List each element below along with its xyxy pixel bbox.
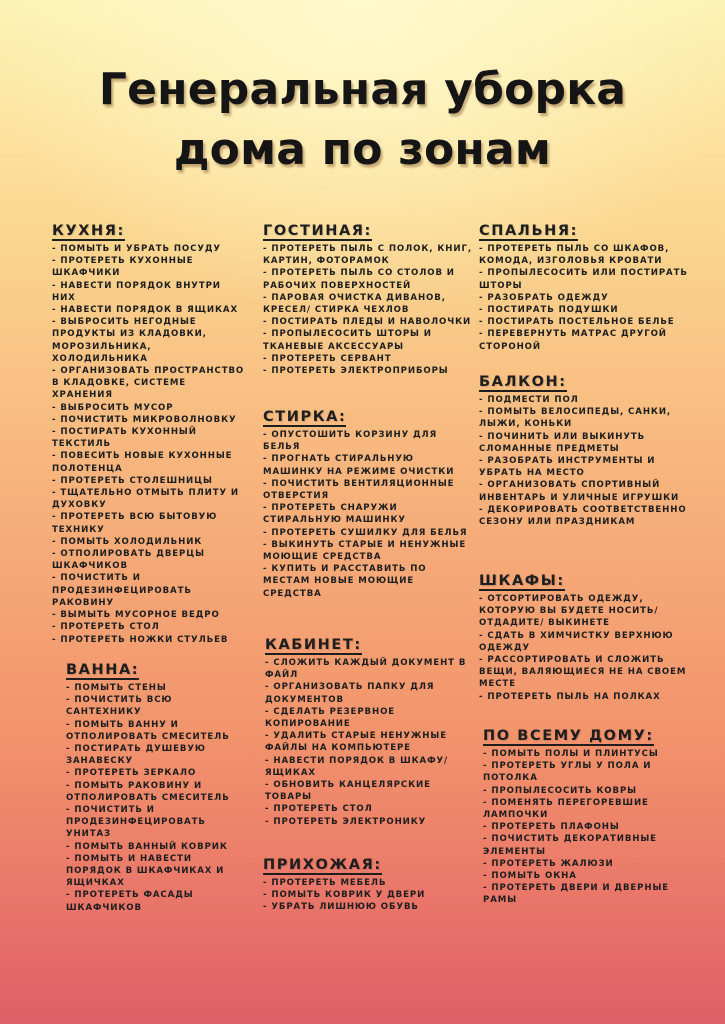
- task-list: [66, 682, 246, 914]
- task-item: - ПРОТЕРЕТЬ ПЫЛЬ СО ШКАФОВ, КОМОДА, ИЗГОЛОВЬЯ КРОВАТИ: [479, 244, 670, 267]
- task-item: - ПРОГНАТЬ СТИРАЛЬНУЮ МАШИНКУ НА РЕЖИМЕ ОЧИСТКИ: [263, 454, 455, 477]
- task-item: - ПОМЫТЬ ХОЛОДИЛЬНИК: [52, 536, 203, 547]
- task-item: - РАССОРТИРОВАТЬ И СЛОЖИТЬ ВЕЩИ, ВАЛЯЮЩИЕСЯ НЕ НА СВОЕМ МЕСТЕ: [479, 655, 687, 690]
- task-item: - УДАЛИТЬ СТАРЫЕ НЕНУЖНЫЕ ФАЙЛЫ НА КОМПЬЮТЕРЕ: [265, 731, 447, 754]
- task-item: - СДЕЛАТЬ РЕЗЕРВНОЕ КОПИРОВАНИЕ: [265, 706, 396, 730]
- task-item: - ОРГАНИЗОВАТЬ ПАПКУ ДЛЯ ДОКУМЕНТОВ: [265, 682, 435, 705]
- section-balcony: [479, 373, 693, 528]
- task-list: [263, 429, 473, 600]
- task-list: [479, 593, 693, 703]
- task-item: - ПРОТЕРЕТЬ ДВЕРИ И ДВЕРНЫЕ РАМЫ: [483, 883, 670, 906]
- task-item: - ПОМЫТЬ РАКОВИНУ И ОТПОЛИРОВАТЬ СМЕСИТЕЛЬ: [66, 780, 230, 803]
- task-item: - ДЕКОРИРОВАТЬ СООТВЕТСТВЕННО СЕЗОНУ ИЛИ ПРАЗДНИКАМ: [479, 504, 687, 528]
- task-list: [263, 243, 473, 377]
- task-item: - СДАТЬ В ХИМЧИСТКУ ВЕРХНЮЮ ОДЕЖДУ: [479, 630, 674, 653]
- section-hallway: [263, 856, 473, 914]
- task-item: - ПРОТЕРЕТЬ ПЫЛЬ СО СТОЛОВ И РАБОЧИХ ПОВЕРХНОСТЕЙ: [263, 268, 455, 291]
- task-item: - ПРОТЕРЕТЬ МЕБЕЛЬ: [263, 878, 387, 888]
- task-item: - ПРОПЫЛЕСОСИТЬ ИЛИ ПОСТИРАТЬ ШТОРЫ: [479, 268, 688, 291]
- task-item: - ОБНОВИТЬ КАНЦЕЛЯРСКИЕ ТОВАРЫ: [265, 780, 431, 803]
- section-heading: КУХНЯ:: [52, 223, 125, 239]
- task-item: - ПОМЫТЬ ВЕЛОСИПЕДЫ, САНКИ, ЛЫЖИ, КОНЬКИ: [479, 407, 672, 430]
- section-heading: КАБИНЕТ:: [265, 637, 362, 653]
- task-item: - ПРОТЕРЕТЬ ПЛАФОНЫ: [483, 822, 620, 833]
- task-item: - ПРОТЕРЕТЬ СНАРУЖИ СТИРАЛЬНУЮ МАШИНКУ: [263, 503, 406, 526]
- task-item: - ПРОТЕРЕТЬ ЖАЛЮЗИ: [483, 858, 614, 869]
- task-item: - ВЫБРОСИТЬ МУСОР: [52, 402, 174, 413]
- section-wardrobes: [479, 572, 693, 703]
- task-item: - ПРОПЫЛЕСОСИТЬ КОВРЫ: [483, 785, 637, 796]
- task-item: - ПОМЫТЬ ВАННЫЙ КОВРИК: [66, 841, 228, 852]
- task-item: - ПОСТИРАТЬ КУХОННЫЙ ТЕКСТИЛЬ: [52, 427, 197, 450]
- task-item: - ПРОТЕРЕТЬ СТОЛЕШНИЦЫ: [52, 475, 213, 486]
- task-item: - ПОМЕНЯТЬ ПЕРЕГОРЕВШИЕ ЛАМПОЧКИ: [483, 797, 649, 821]
- task-item: - ПЕРЕВЕРНУТЬ МАТРАС ДРУГОЙ СТОРОНОЙ: [479, 329, 667, 352]
- section-heading: ВАННА:: [66, 662, 140, 678]
- task-item: - ПОМЫТЬ СТЕНЫ: [66, 683, 167, 693]
- section-living-room: [263, 222, 473, 377]
- task-item: - ВЫМЫТЬ МУСОРНОЕ ВЕДРО: [52, 610, 220, 621]
- task-item: - ВЫБРОСИТЬ НЕГОДНЫЕ ПРОДУКТЫ ИЗ КЛАДОВКИ, МОРОЗИЛЬНИКА, ХОЛОДИЛЬНИКА: [52, 317, 207, 364]
- task-item: - ПРОТЕРЕТЬ НОЖКИ СТУЛЬЕВ: [52, 634, 229, 645]
- task-item: - ПОЧИСТИТЬ МИКРОВОЛНОВКУ: [52, 414, 237, 425]
- task-item: - ПРОТЕРЕТЬ СТОЛ: [265, 804, 373, 815]
- task-item: - ТЩАТЕЛЬНО ОТМЫТЬ ПЛИТУ И ДУХОВКУ: [52, 488, 239, 511]
- task-item: - ПОСТИРАТЬ ПОСТЕЛЬНОЕ БЕЛЬЕ: [479, 317, 675, 328]
- task-item: - ПОМЫТЬ И УБРАТЬ ПОСУДУ: [52, 244, 221, 254]
- task-item: - ПРОПЫЛЕСОСИТЬ ШТОРЫ И ТКАНЕВЫЕ АКСЕССУАРЫ: [263, 329, 432, 352]
- task-item: - ОРГАНИЗОВАТЬ СПОРТИВНЫЙ ИНВЕНТАРЬ И УЛИЧНЫЕ ИГРУШКИ: [479, 480, 680, 503]
- task-item: - ПРОТЕРЕТЬ ПЫЛЬ НА ПОЛКАХ: [479, 691, 661, 702]
- task-list: [52, 243, 248, 646]
- task-item: - ПОМЫТЬ ОКНА: [483, 871, 577, 882]
- task-item: - ПОДМЕСТИ ПОЛ: [479, 395, 579, 405]
- task-item: - ПОСТИРАТЬ ДУШЕВУЮ ЗАНАВЕСКУ: [66, 744, 206, 767]
- task-item: - ОТСОРТИРОВАТЬ ОДЕЖДУ, КОТОРУЮ ВЫ БУДЕТЕ НОСИТЬ/ ОТДАДИТЕ/ ВЫКИНЕТЕ: [479, 594, 659, 629]
- task-item: - ПРОТЕРЕТЬ ЭЛЕКТРОНИКУ: [265, 816, 427, 827]
- task-item: - ПОМЫТЬ И НАВЕСТИ ПОРЯДОК В ШКАФЧИКАХ И ЯЩИЧКАХ: [66, 853, 225, 889]
- task-item: - ПРОТЕРЕТЬ ФАСАДЫ ШКАФЧИКОВ: [66, 890, 194, 913]
- task-item: - ПРОТЕРЕТЬ ПЫЛЬ С ПОЛОК, КНИГ, КАРТИН, ФОТОРАМОК: [263, 244, 473, 267]
- task-item: - ПОЧИСТИТЬ ВЕНТИЛЯЦИОННЫЕ ОТВЕРСТИЯ: [263, 478, 455, 502]
- task-item: - УБРАТЬ ЛИШНЮЮ ОБУВЬ: [263, 902, 419, 913]
- task-item: - РАЗОБРАТЬ ИНСТРУМЕНТЫ И УБРАТЬ НА МЕСТО: [479, 456, 656, 479]
- task-list: [479, 243, 693, 353]
- task-item: - ПОМЫТЬ КОВРИК У ДВЕРИ: [263, 890, 426, 901]
- task-item: - ПОЧИСТИТЬ ДЕКОРАТИВНЫЕ ЭЛЕМЕНТЫ: [483, 834, 657, 857]
- task-item: - НАВЕСТИ ПОРЯДОК ВНУТРИ НИХ: [52, 280, 221, 303]
- page-title-line-1: Генеральная уборка: [98, 64, 627, 115]
- task-item: - ПОСТИРАТЬ ПОДУШКИ: [479, 305, 619, 316]
- task-item: - ПОМЫТЬ ВАННУ И ОТПОЛИРОВАТЬ СМЕСИТЕЛЬ: [66, 719, 230, 742]
- task-item: - СЛОЖИТЬ КАЖДЫЙ ДОКУМЕНТ В ФАЙЛ: [265, 658, 467, 681]
- task-item: - НАВЕСТИ ПОРЯДОК В ЯЩИКАХ: [52, 305, 239, 316]
- section-bedroom: [479, 222, 693, 353]
- section-office: [265, 636, 471, 828]
- task-item: - ПОСТИРАТЬ ПЛЕДЫ И НАВОЛОЧКИ: [263, 317, 472, 328]
- task-item: - ПРОТЕРЕТЬ КУХОННЫЕ ШКАФЧИКИ: [52, 256, 194, 279]
- task-item: - ПОМЫТЬ ПОЛЫ И ПЛИНТУСЫ: [483, 749, 659, 759]
- task-item: - ВЫКИНУТЬ СТАРЫЕ И НЕНУЖНЫЕ МОЮЩИЕ СРЕДСТВА: [263, 539, 467, 563]
- task-item: - НАВЕСТИ ПОРЯДОК В ШКАФУ/ ЯЩИКАХ: [265, 755, 449, 778]
- task-item: - ПОЧИНИТЬ ИЛИ ВЫКИНУТЬ СЛОМАННЫЕ ПРЕДМЕТЫ: [479, 431, 646, 454]
- task-item: - ПРОТЕРЕТЬ ВСЮ БЫТОВУЮ ТЕХНИКУ: [52, 512, 218, 535]
- task-item: - ПОЧИСТИТЬ ВСЮ САНТЕХНИКУ: [66, 695, 173, 718]
- task-list: [479, 394, 693, 528]
- page-title-line-2: дома по зонам: [173, 124, 552, 175]
- task-item: - ОПУСТОШИТЬ КОРЗИНУ ДЛЯ БЕЛЬЯ: [263, 430, 438, 453]
- task-item: - ОТПОЛИРОВАТЬ ДВЕРЦЫ ШКАФЧИКОВ: [52, 549, 205, 572]
- task-item: - ПАРОВАЯ ОЧИСТКА ДИВАНОВ, КРЕСЕЛ/ СТИРКА ЧЕХЛОВ: [263, 292, 446, 316]
- task-item: - ПРОТЕРЕТЬ ЗЕРКАЛО: [66, 768, 197, 779]
- page-title: [0, 60, 725, 180]
- section-kitchen: [52, 222, 248, 646]
- section-heading: БАЛКОН:: [479, 374, 567, 390]
- section-heading: ПО ВСЕМУ ДОМУ:: [483, 728, 654, 744]
- task-item: - ПОЧИСТИТЬ И ПРОДЕЗИНФЕЦИРОВАТЬ РАКОВИНУ: [52, 573, 192, 608]
- section-heading: СТИРКА:: [263, 409, 347, 425]
- task-item: - КУПИТЬ И РАССТАВИТЬ ПО МЕСТАМ НОВЫЕ МОЮЩИЕ СРЕДСТВА: [263, 564, 427, 599]
- section-whole-house: [483, 727, 693, 907]
- section-laundry: [263, 408, 473, 600]
- section-heading: СПАЛЬНЯ:: [479, 223, 578, 239]
- section-heading: ПРИХОЖАЯ:: [263, 857, 382, 873]
- section-heading: ГОСТИНАЯ:: [263, 223, 372, 239]
- task-item: - ПРОТЕРЕТЬ СУШИЛКУ ДЛЯ БЕЛЬЯ: [263, 527, 468, 538]
- task-list: [263, 877, 473, 914]
- task-item: - ПРОТЕРЕТЬ СТОЛ: [52, 622, 160, 633]
- task-item: - ПОЧИСТИТЬ И ПРОДЕЗИНФЕЦИРОВАТЬ УНИТАЗ: [66, 805, 206, 840]
- section-heading: ШКАФЫ:: [479, 573, 565, 589]
- task-item: - ПРОТЕРЕТЬ СЕРВАНТ: [263, 353, 392, 364]
- section-bath: [66, 661, 246, 914]
- task-item: - ОРГАНИЗОВАТЬ ПРОСТРАНСТВО В КЛАДОВКЕ, СИСТЕМЕ ХРАНЕНИЯ: [52, 366, 245, 401]
- task-item: - ПРОТЕРЕТЬ УГЛЫ У ПОЛА И ПОТОЛКА: [483, 761, 652, 784]
- task-list: [265, 657, 471, 828]
- task-item: - РАЗОБРАТЬ ОДЕЖДУ: [479, 292, 609, 303]
- task-item: - ПОВЕСИТЬ НОВЫЕ КУХОННЫЕ ПОЛОТЕНЦА: [52, 451, 233, 474]
- task-item: - ПРОТЕРЕТЬ ЭЛЕКТРОПРИБОРЫ: [263, 366, 449, 377]
- task-list: [483, 748, 693, 907]
